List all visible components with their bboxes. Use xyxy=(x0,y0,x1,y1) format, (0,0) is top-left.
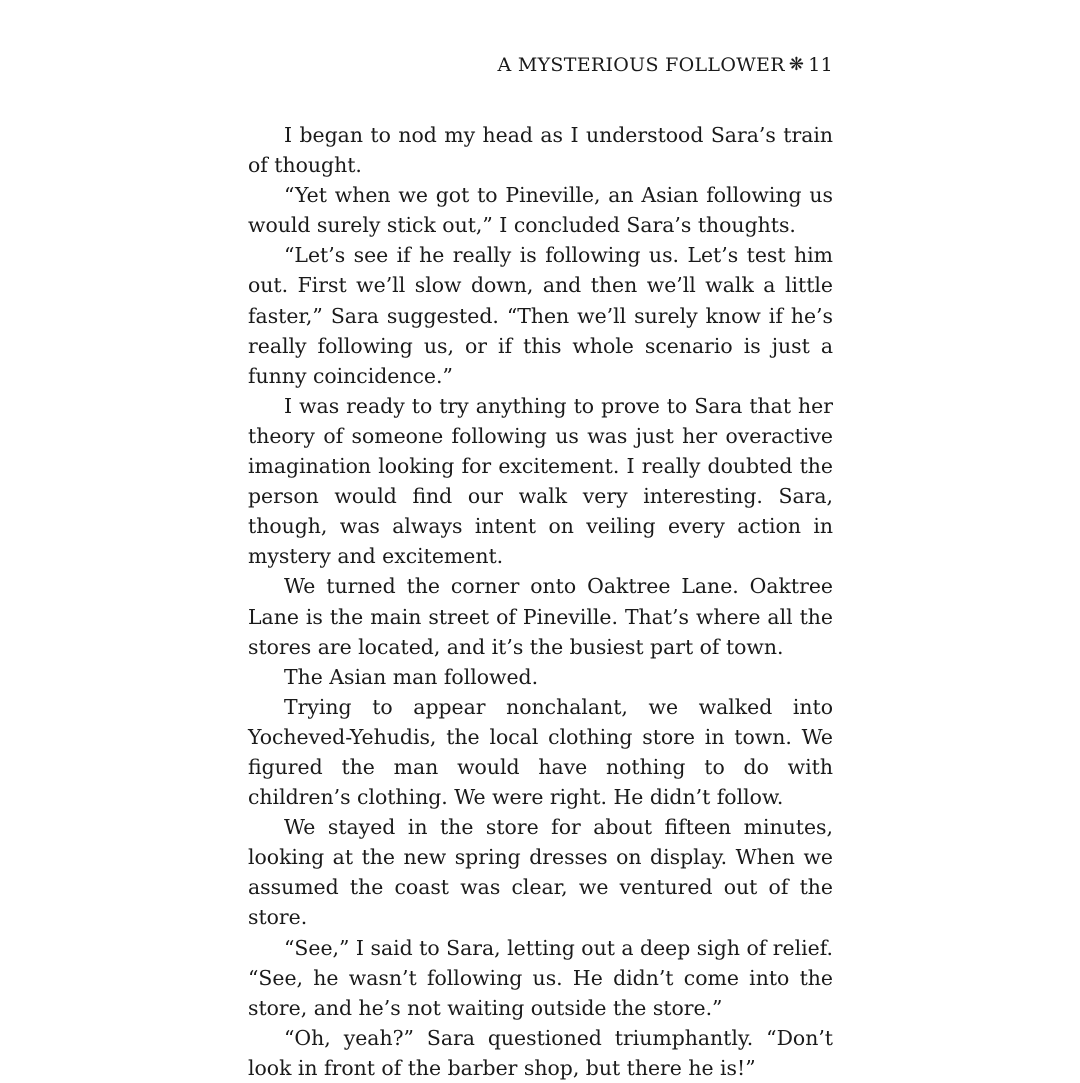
paragraph: We stayed in the store for about fifteen minutes, looking at the new spring dresses on display. When we assumed the coast was clear, we ventured out of the store. xyxy=(248,815,833,930)
paragraph: I was ready to try anything to prove to Sara that her theory of someone following us was just her overactive imagination looking for excitement. I really doubted the person would find our walk very interesting. Sara, though, was always intent on veiling every action in mystery and excitement. xyxy=(248,393,833,569)
book-page xyxy=(248,0,833,1080)
running-head xyxy=(497,54,833,76)
paragraph: “See,” I said to Sara, letting out a deep sigh of relief. “See, he wasn’t following us. He didn’t come into the store, and he’s not waiting outside the store.” xyxy=(248,935,833,1020)
paragraph: We turned the corner onto Oaktree Lane. Oaktree Lane is the main street of Pineville. That’s where all the stores are located, and it’s the busiest part of town. xyxy=(248,574,833,659)
paragraph: I began to nod my head as I understood Sara’s train of thought. xyxy=(248,123,833,178)
paragraph: Trying to appear nonchalant, we walked into Yocheved-Yehudis, the local clothing store in town. We figured the man would have nothing to do with children’s clothing. We were right. He didn’t follow. xyxy=(248,694,833,810)
paragraph: “Let’s see if he really is following us. Let’s test him out. First we’ll slow down, and then we’ll walk a little faster,” Sara suggested. “Then we’ll surely know if he’s really following us, or if this whole scenario is just a funny coincidence.” xyxy=(248,243,833,388)
paragraph: “Yet when we got to Pineville, an Asian following us would surely stick out,” I concluded Sara’s thoughts. xyxy=(248,183,833,238)
chapter-title: A MYSTERIOUS FOLLOWER xyxy=(497,54,785,76)
flower-ornament-icon: ❋ xyxy=(788,54,805,75)
body-text xyxy=(248,120,833,1083)
paragraph: “Oh, yeah?” Sara questioned triumphantly. “Don’t look in front of the barber shop, but there he is!” xyxy=(248,1025,833,1080)
page-number: 11 xyxy=(808,54,833,76)
paragraph: The Asian man followed. xyxy=(284,664,539,689)
